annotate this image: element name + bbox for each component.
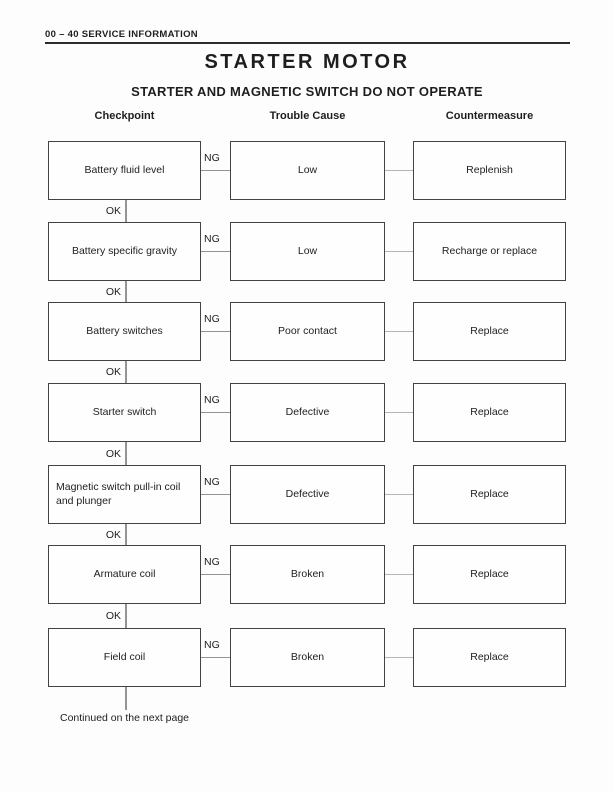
ng-connector-line xyxy=(201,251,230,253)
ok-label: OK xyxy=(105,285,121,298)
countermeasure-connector-line xyxy=(385,574,413,576)
column-header-trouble-cause: Trouble Cause xyxy=(269,110,346,122)
checkpoint-box: Battery specific gravity xyxy=(48,222,201,281)
flow-row xyxy=(0,383,614,442)
countermeasure-box: Recharge or replace xyxy=(413,222,566,281)
continued-connector-line xyxy=(125,687,127,710)
trouble-cause-box: Broken xyxy=(230,545,385,604)
ok-connector-line xyxy=(125,200,127,222)
flow-row xyxy=(0,628,614,687)
countermeasure-connector-line xyxy=(385,170,413,172)
ok-connector-line xyxy=(125,442,127,465)
continued-note: Continued on the next page xyxy=(60,712,190,724)
ng-connector-line xyxy=(201,412,230,414)
page-title: STARTER MOTOR xyxy=(204,51,410,73)
ok-connector xyxy=(0,281,200,302)
countermeasure-box: Replace xyxy=(413,465,566,524)
ok-connector-line xyxy=(125,281,127,302)
countermeasure-box: Replace xyxy=(413,545,566,604)
ng-connector-line xyxy=(201,657,230,659)
countermeasure-box: Replace xyxy=(413,628,566,687)
countermeasure-connector-line xyxy=(385,251,413,253)
column-header-countermeasure: Countermeasure xyxy=(445,110,534,122)
checkpoint-box: Armature coil xyxy=(48,545,201,604)
countermeasure-connector-line xyxy=(385,412,413,414)
column-header-checkpoint: Checkpoint xyxy=(94,110,155,122)
countermeasure-box: Replace xyxy=(413,302,566,361)
trouble-cause-box: Poor contact xyxy=(230,302,385,361)
countermeasure-connector-line xyxy=(385,494,413,496)
flow-row xyxy=(0,141,614,200)
ok-connector xyxy=(0,200,200,222)
ng-label: NG xyxy=(204,152,220,164)
checkpoint-box: Battery switches xyxy=(48,302,201,361)
trouble-cause-box: Low xyxy=(230,222,385,281)
checkpoint-box: Magnetic switch pull-in coil and plunger xyxy=(48,465,201,524)
trouble-cause-box: Defective xyxy=(230,383,385,442)
ok-connector-line xyxy=(125,361,127,383)
flow-row xyxy=(0,465,614,524)
ng-connector-line xyxy=(201,331,230,333)
ng-connector-line xyxy=(201,494,230,496)
ng-label: NG xyxy=(204,233,220,245)
ok-label: OK xyxy=(105,205,121,217)
countermeasure-connector-line xyxy=(385,331,413,333)
countermeasure-connector-line xyxy=(385,657,413,659)
checkpoint-box: Starter switch xyxy=(48,383,201,442)
countermeasure-box: Replenish xyxy=(413,141,566,200)
ok-connector xyxy=(0,524,200,545)
ng-connector-line xyxy=(201,170,230,172)
ok-connector-line xyxy=(125,524,127,545)
page-subtitle: STARTER AND MAGNETIC SWITCH DO NOT OPERATE xyxy=(131,84,483,99)
flow-row xyxy=(0,222,614,281)
ok-label: OK xyxy=(105,528,121,541)
ok-label: OK xyxy=(105,366,121,378)
ok-label: OK xyxy=(105,447,121,460)
ok-connector xyxy=(0,442,200,465)
ok-label: OK xyxy=(105,610,121,622)
header-rule xyxy=(45,42,570,44)
ng-connector-line xyxy=(201,574,230,576)
ok-connector xyxy=(0,604,200,628)
checkpoint-box: Field coil xyxy=(48,628,201,687)
ng-label: NG xyxy=(204,556,220,568)
countermeasure-box: Replace xyxy=(413,383,566,442)
ng-label: NG xyxy=(204,394,220,406)
ok-connector-line xyxy=(125,604,127,628)
ng-label: NG xyxy=(204,313,220,325)
ng-label: NG xyxy=(204,476,220,488)
ng-label: NG xyxy=(204,639,220,651)
page-header: 00 – 40 SERVICE INFORMATION xyxy=(45,29,198,40)
flow-row xyxy=(0,302,614,361)
flow-row xyxy=(0,545,614,604)
checkpoint-box: Battery fluid level xyxy=(48,141,201,200)
trouble-cause-box: Broken xyxy=(230,628,385,687)
trouble-cause-box: Defective xyxy=(230,465,385,524)
trouble-cause-box: Low xyxy=(230,141,385,200)
ok-connector xyxy=(0,361,200,383)
